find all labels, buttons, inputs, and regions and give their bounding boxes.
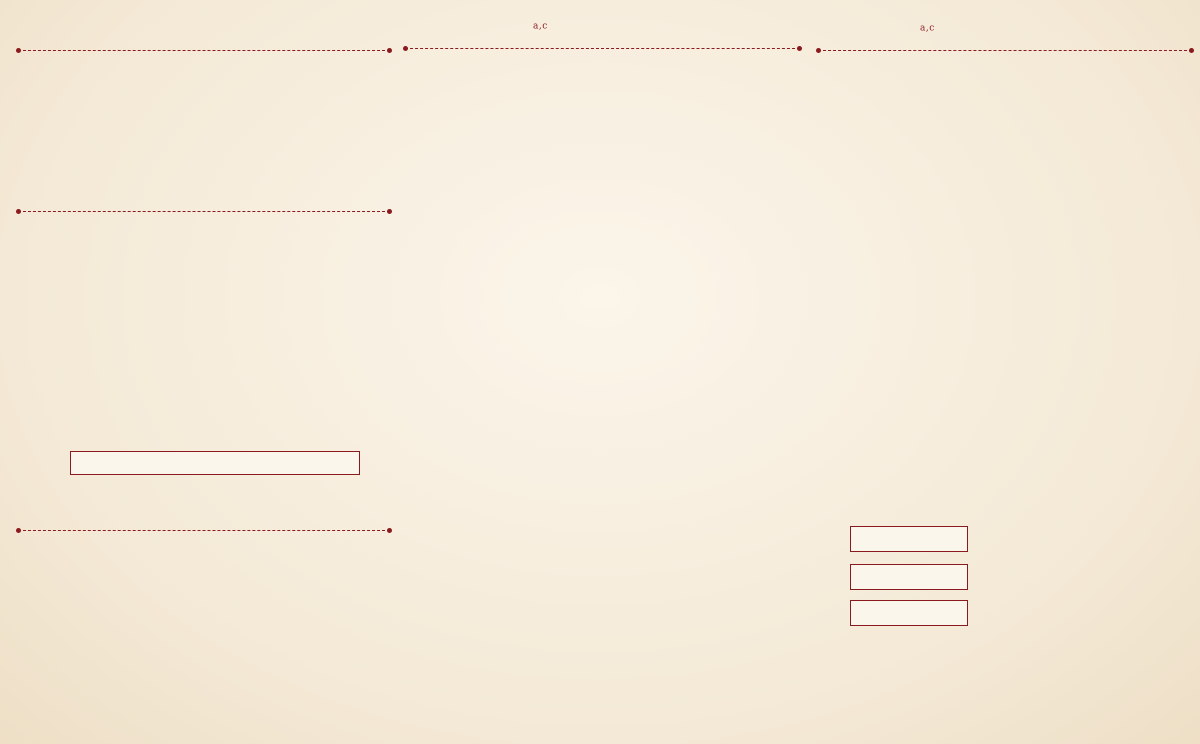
antipasti-rule: [18, 50, 390, 51]
nudel-rule: [818, 50, 1192, 51]
kaese-box: [850, 526, 968, 552]
salate-rule: [18, 211, 390, 212]
salate-note-box: [70, 451, 360, 475]
extra-zutaten-box: [850, 564, 968, 590]
paradiso-logo: [848, 655, 998, 725]
column-antipasti-salate-spezial: [0, 0, 400, 744]
steinofen-title: a,c: [533, 21, 548, 32]
spezial-rule: [18, 530, 390, 531]
steinofen-rule: [405, 48, 800, 49]
nudel-title: a,c: [920, 23, 935, 34]
nudel-note-box: [850, 600, 968, 626]
column-nudeln: [812, 0, 1200, 744]
column-steinofen: [405, 0, 805, 744]
